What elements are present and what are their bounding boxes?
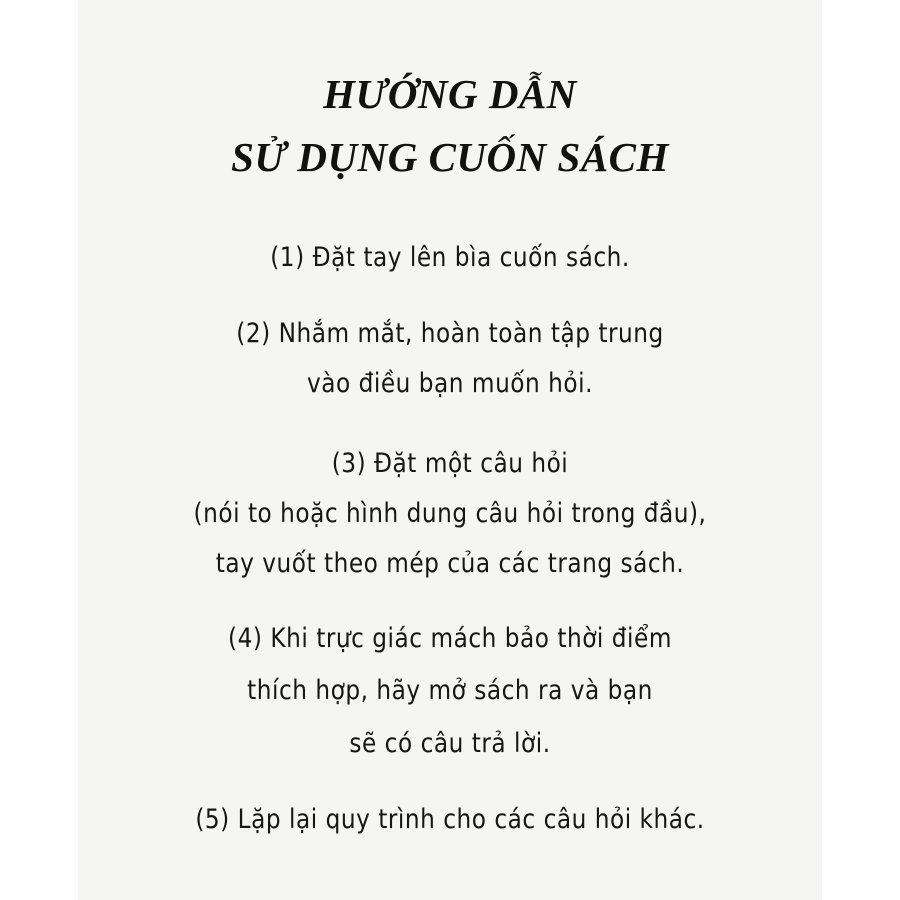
- step-4-line-2: thích hợp, hãy mở sách ra và bạn: [247, 675, 653, 706]
- step-1-line-1: (1) Đặt tay lên bìa cuốn sách.: [270, 242, 630, 273]
- step-5-line-1: (5) Lặp lại quy trình cho các câu hỏi khác.: [195, 804, 705, 835]
- title-line-2: SỬ DỤNG CUỐN SÁCH: [231, 134, 669, 180]
- step-3-line-2: (nói to hoặc hình dung câu hỏi trong đầu),: [193, 498, 707, 529]
- step-2-line-2: vào điều bạn muốn hỏi.: [307, 368, 593, 399]
- step-3-line-1: (3) Đặt một câu hỏi: [331, 448, 569, 479]
- step-4-line-1: (4) Khi trực giác mách bảo thời điểm: [228, 623, 672, 654]
- title-line-1: HƯỚNG DẪN: [323, 71, 577, 117]
- step-3-line-3: tay vuốt theo mép của các trang sách.: [215, 548, 685, 579]
- step-2-line-1: (2) Nhắm mắt, hoàn toàn tập trung: [236, 318, 664, 349]
- step-4-line-3: sẽ có câu trả lời.: [349, 728, 551, 759]
